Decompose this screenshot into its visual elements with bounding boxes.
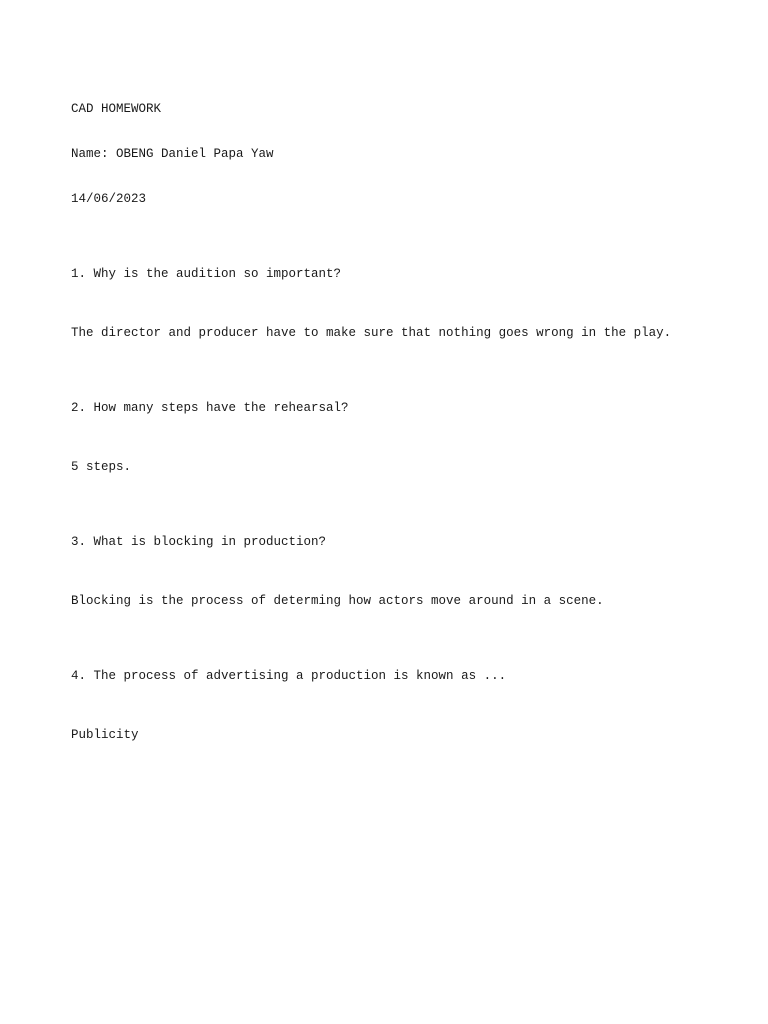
answer-1: The director and producer have to make sure that nothing goes wrong in the play.: [71, 326, 672, 340]
answer-2: 5 steps.: [71, 460, 132, 474]
answer-3: Blocking is the process of determing how actors move around in a scene.: [71, 594, 604, 608]
document-body: [71, 72, 731, 773]
answer-4: Publicity: [71, 728, 139, 742]
question-2: 2. How many steps have the rehearsal?: [71, 400, 349, 415]
question-4: 4. The process of advertising a production is known as ...: [71, 668, 507, 683]
question-1: 1. Why is the audition so important?: [71, 266, 342, 281]
student-name: Name: OBENG Daniel Papa Yaw: [71, 147, 274, 161]
document-date: 14/06/2023: [71, 192, 147, 206]
document-title: CAD HOMEWORK: [71, 102, 162, 116]
question-3: 3. What is blocking in production?: [71, 534, 327, 549]
